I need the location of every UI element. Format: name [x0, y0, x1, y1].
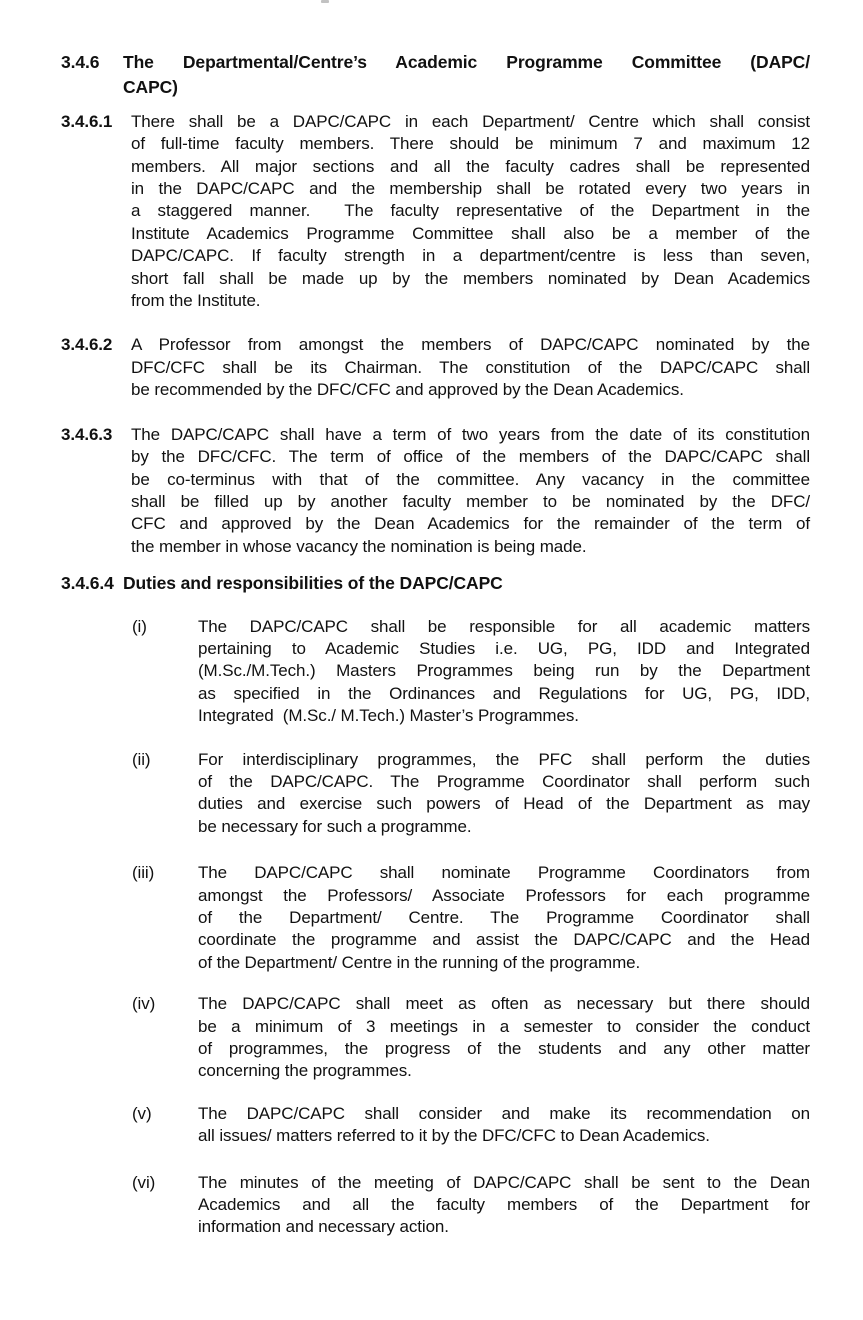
list-marker: (ii)	[132, 749, 151, 769]
duty-item-ii	[132, 749, 810, 839]
text-line: of the DAPC/CAPC. The Programme Coordinator shall perform such	[198, 771, 810, 791]
text-line: short fall shall be made up by the members nominated by Dean Academics	[131, 268, 810, 288]
text-line: be necessary for such a programme.	[198, 816, 472, 836]
section-text	[198, 616, 810, 728]
text-line: of the Department/ Centre in the running of the programme.	[198, 952, 641, 972]
duty-item-iii	[132, 862, 810, 974]
text-line: Institute Academics Programme Committee shall also be a member of the	[131, 223, 810, 243]
text-line: The DAPC/CAPC shall be responsible for all academic matters	[198, 616, 810, 636]
text-line: shall be filled up by another faculty member to be nominated by the DFC/	[131, 491, 810, 511]
text-line: (M.Sc./M.Tech.) Masters Programmes being run by the Department	[198, 661, 810, 681]
text-line: as specified in the Ordinances and Regulations for UG, PG, IDD,	[198, 683, 810, 703]
text-line: The DAPC/CAPC shall consider and make its recommendation on	[198, 1103, 810, 1123]
section-number: 3.4.6	[61, 52, 100, 72]
section-text	[198, 993, 810, 1083]
text-line: For interdisciplinary programmes, the PFC shall perform the duties	[198, 749, 810, 769]
section-heading-3.4.6	[61, 50, 810, 101]
text-line: Duties and responsibilities of the DAPC/CAPC	[123, 573, 503, 594]
text-line: CAPC)	[123, 77, 178, 98]
duty-item-v	[132, 1103, 810, 1148]
list-marker: (v)	[132, 1103, 152, 1123]
text-line: concerning the programmes.	[198, 1061, 412, 1081]
text-line: amongst the Professors/ Associate Professors for each programme	[198, 885, 810, 905]
text-line: duties and exercise such powers of Head of the Department as may	[198, 794, 810, 814]
text-line: in the DAPC/CAPC and the membership shall be rotated every two years in	[131, 179, 810, 199]
section-text	[198, 862, 810, 974]
text-line: of the Department/ Centre. The Programme Coordinator shall	[198, 908, 810, 927]
text-line: A Professor from amongst the members of DAPC/CAPC nominated by the	[131, 335, 810, 355]
text-line: The minutes of the meeting of DAPC/CAPC shall be sent to the Dean	[198, 1172, 810, 1192]
section-text	[131, 111, 810, 313]
text-line: The DAPC/CAPC shall have a term of two years from the date of its constitution	[131, 424, 810, 444]
section-text	[131, 424, 810, 558]
text-line: The Departmental/Centre’s Academic Programme Committee (DAPC/	[123, 52, 810, 72]
list-marker: (iv)	[132, 994, 156, 1014]
text-line: from the Institute.	[131, 291, 261, 311]
section-text	[131, 334, 810, 401]
text-line: The DAPC/CAPC shall meet as often as necessary but there should	[198, 994, 810, 1014]
text-line: information and necessary action.	[198, 1217, 449, 1237]
text-line: the member in whose vacancy the nomination is being made.	[131, 536, 587, 556]
paragraph-3.4.6.1	[61, 111, 810, 313]
duty-item-vi	[132, 1172, 810, 1239]
text-line: a staggered manner. The faculty representative of the Department in the	[131, 201, 810, 221]
text-line: DAPC/CAPC. If faculty strength in a department/centre is less than seven,	[131, 246, 810, 266]
section-number: 3.4.6.3	[61, 424, 113, 444]
text-line: members. All major sections and all the faculty cadres shall be represented	[131, 156, 810, 176]
paragraph-3.4.6.2	[61, 334, 810, 401]
paragraph-3.4.6.3	[61, 424, 810, 558]
text-line: The DAPC/CAPC shall nominate Programme Coordinators from	[198, 863, 810, 883]
section-text	[123, 571, 810, 596]
section-text	[198, 1172, 810, 1239]
page-top-artifact	[321, 0, 329, 3]
list-marker: (iii)	[132, 863, 155, 883]
text-line: be a minimum of 3 meetings in a semester to consider the conduct	[198, 1016, 810, 1036]
text-line: coordinate the programme and assist the DAPC/CAPC and the Head	[198, 930, 810, 950]
text-line: be co-terminus with that of the committee. Any vacancy in the committee	[131, 469, 810, 489]
text-line: There shall be a DAPC/CAPC in each Department/ Centre which shall consist	[131, 111, 810, 131]
section-text	[198, 1103, 810, 1148]
section-text	[123, 50, 810, 101]
section-number: 3.4.6.2	[61, 335, 113, 355]
duty-item-iv	[132, 993, 810, 1083]
text-line: CFC and approved by the Dean Academics for the remainder of the term of	[131, 514, 810, 534]
section-heading-3.4.6.4	[61, 571, 810, 596]
document-content	[61, 50, 810, 1239]
text-line: pertaining to Academic Studies i.e. UG, PG, IDD and Integrated	[198, 638, 810, 658]
text-line: of programmes, the progress of the students and any other matter	[198, 1039, 810, 1059]
list-marker: (vi)	[132, 1172, 156, 1192]
section-number: 3.4.6.1	[61, 111, 113, 131]
text-line: DFC/CFC shall be its Chairman. The constitution of the DAPC/CAPC shall	[131, 357, 810, 377]
section-text	[198, 749, 810, 839]
text-line: be recommended by the DFC/CFC and approved by the Dean Academics.	[131, 380, 684, 400]
text-line: Academics and all the faculty members of the Department for	[198, 1195, 810, 1215]
text-line: Integrated (M.Sc./ M.Tech.) Master’s Programmes.	[198, 706, 579, 726]
section-number: 3.4.6.4	[61, 573, 114, 594]
text-line: by the DFC/CFC. The term of office of the members of the DAPC/CAPC shall	[131, 447, 810, 467]
text-line: all issues/ matters referred to it by the DFC/CFC to Dean Academics.	[198, 1126, 710, 1146]
text-line: of full-time faculty members. There should be minimum 7 and maximum 12	[131, 134, 810, 154]
duty-item-i	[132, 616, 810, 728]
list-marker: (i)	[132, 616, 147, 636]
